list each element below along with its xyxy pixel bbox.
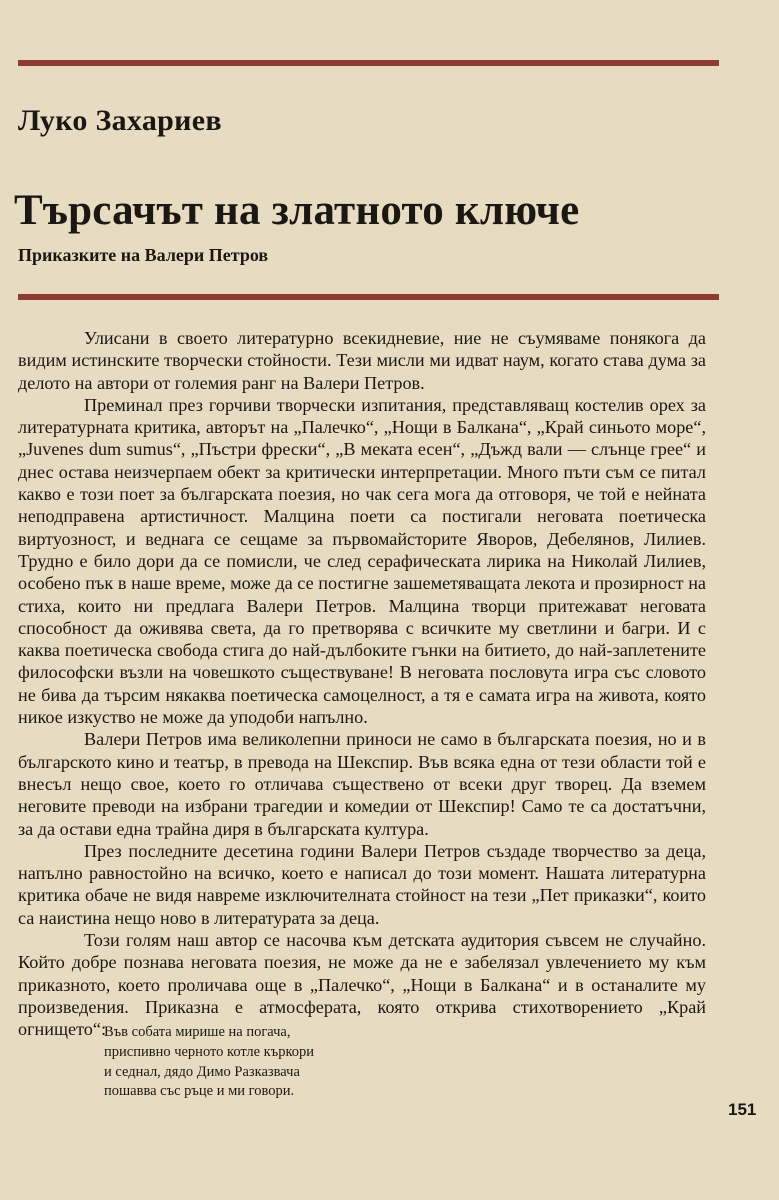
top-rule (18, 60, 719, 66)
poem-line: приспивно черното котле къркори (104, 1043, 315, 1060)
article-body (18, 327, 706, 1041)
paragraph: Улисани в своето литературно всекидневие, ние не съумяваме понякога да видим истинските творчески стойности. Тези мисли ми идват наум, когато става дума за делото на автори от големия ранг на Валери Петров. (18, 328, 706, 393)
poem-quote (104, 1023, 314, 1102)
page-number: 151 (728, 1100, 757, 1119)
paragraph: Този голям наш автор се насочва към детската аудитория съвсем не случайно. Който добре познава неговата поезия, не може да не е забелязал увлечението му към приказното, което проличава още в „Палечко“, „Нощи в Балкана“ и в останалите му произведения. Приказна е атмосферата, която открива стихотворението „Край огнището“: (18, 930, 706, 1040)
poem-line: пошавва със ръце и ми говори. (104, 1083, 295, 1100)
paragraph: През последните десетина години Валери Петров създаде творчество за деца, напълно равностойно на всичко, което е написал до този момент. Нашата литературна критика обаче не видя навреме изключителната стойност на тези „Пет приказки“, които са наистина нещо ново в литературата за деца. (18, 840, 706, 928)
article-title: Търсачът на златното ключе (14, 187, 580, 234)
paragraph: Преминал през горчиви творчески изпитания, представляващ костелив орех за литературната критика, авторът на „Палечко“, „Нощи в Балкана“, „Край синьото море“, „Juvenes dum sumus“, „Пъстри фрески“, „В меката есен“, „Дъжд вали — слънце грее“ и днес остава неизчерпаем обект за критически интерпретации. Много пъти съм се питал какво е този поет за българската поезия, но чак сега мога да отговоря, че той е нейната неподправена артистичност. Малцина поети са постигали неговата поетическа виртуозност, и веднага се сещаме за първомайсторите Яворов, Дебелянов, Лилиев. Трудно е било дори да се помисли, че след серафическата лирика на Николай Лилиев, особено пък в наше време, може да се постигне зашеметяващата лекота и прозирност на стиха, които ни предлага Валери Петров. Малцина творци притежават неговата способност да оживява света, да го претворява с всичките му светлини и багри. И с каква поетическа свобода стига до най-дълбоките гънки на битието, до най-заплетените философски възли на човешкото съществуване! В неговата пословута игра със словото не бива да търсим някаква поетическа самоцелност, а тя е самата игра на живота, която никое изкуство не може да уподоби напълно. (18, 394, 706, 728)
article-subtitle: Приказките на Валери Петров (18, 245, 269, 265)
poem-line: и седнал, дядо Димо Разказвача (104, 1063, 300, 1080)
poem-line: Във собата мирише на погача, (104, 1024, 291, 1040)
paragraph: Валери Петров има великолепни приноси не само в българската поезия, но и в българското кино и театър, в превода на Шекспир. Във всяка една от тези области той е внесъл нещо свое, което го отличава съществено от всеки друг творец. Да вземем неговите преводи на избрани трагедии и комедии от Шекспир! Само те са достатъчни, за да остави една трайна диря в българската култура. (18, 729, 706, 839)
author-name: Луко Захариев (18, 104, 222, 137)
bottom-rule (18, 294, 719, 300)
